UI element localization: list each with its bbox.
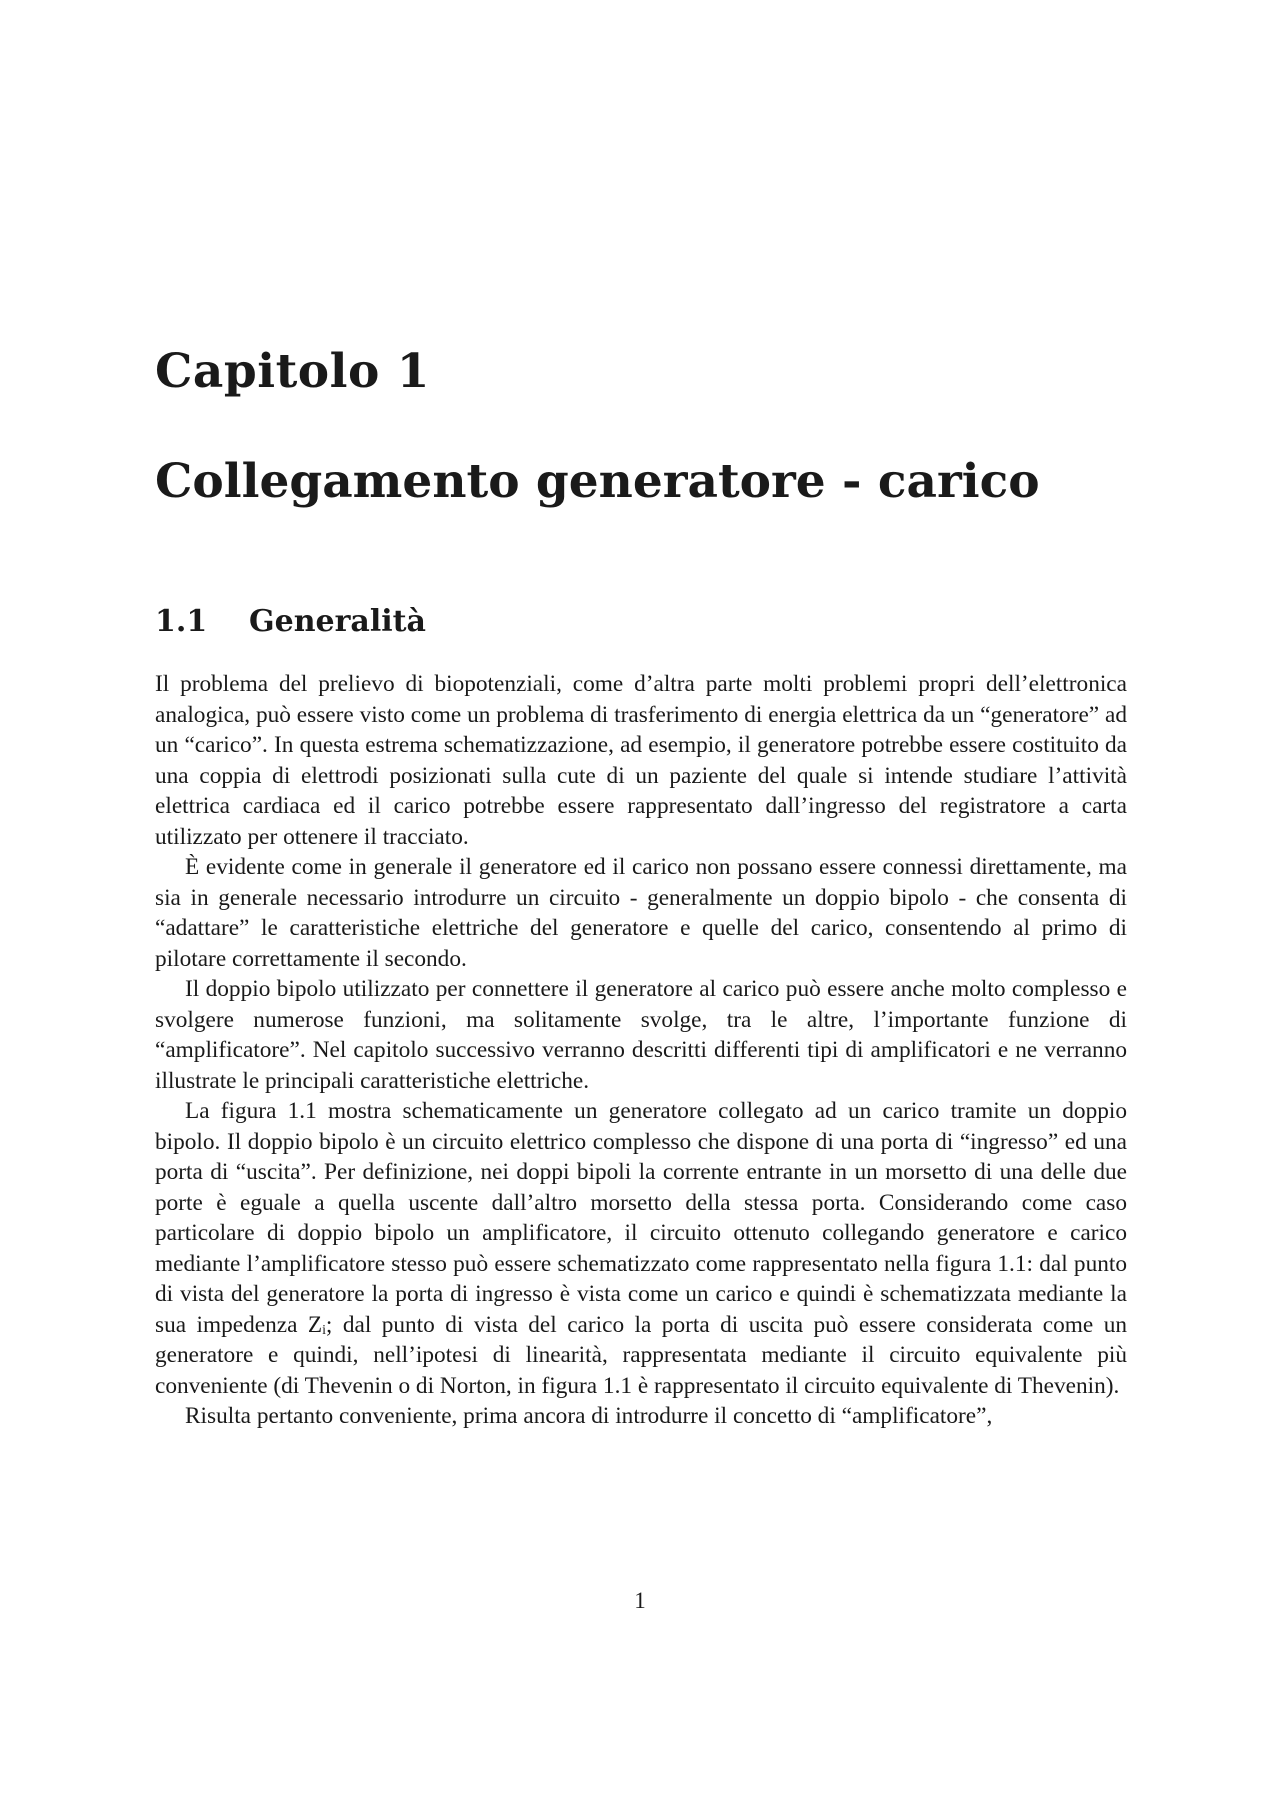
paragraph: È evidente come in generale il generatore ed il carico non possano essere connessi direttamente, ma sia in generale necessario introdurre un circuito - generalmente un doppio bipolo - che consenta di “adattare” le caratteristiche elettriche del generatore e quelle del carico, consentendo al primo di pilotare correttamente il secondo. (155, 854, 1127, 972)
body-text (155, 669, 1127, 1432)
chapter-title: Collegamento generatore - carico (155, 454, 1040, 509)
paragraph: La figura 1.1 mostra schematicamente un generatore collegato ad un carico tramite un doppio bipolo. Il doppio bipolo è un circuito elettrico complesso che dispone di una porta di “ingresso” ed una porta di “uscita”. Per definizione, nei doppi bipoli la corrente entrante in un morsetto di una delle due porte è eguale a quella uscente dall’altro morsetto della stessa porta. Considerando come caso particolare di doppio bipolo un amplificatore, il circuito ottenuto collegando generatore e carico mediante l’amplificatore stesso può essere schematizzato come rappresentato nella figura 1.1: dal punto di vista del generatore la porta di ingresso è vista come un carico e quindi è schematizzata mediante la sua impedenza Zᵢ; dal punto di vista del carico la porta di uscita può essere considerata come un generatore e quindi, nell’ipotesi di linearità, rappresentata mediante il circuito equivalente più conveniente (di Thevenin o di Norton, in figura 1.1 è rappresentato il circuito equivalente di Thevenin). (155, 1098, 1127, 1399)
section-heading (155, 604, 426, 639)
section-number: 1.1 (155, 604, 208, 639)
section-title: Generalità (249, 604, 426, 639)
page-number: 1 (634, 1588, 646, 1613)
chapter-label: Capitolo 1 (155, 344, 430, 399)
paragraph: Risulta pertanto conveniente, prima ancora di introdurre il concetto di “amplificatore”, (185, 1403, 993, 1429)
paragraph: Il problema del prelievo di biopotenziali, come d’altra parte molti problemi propri dell’elettronica analogica, può essere visto come un problema di trasferimento di energia elettrica da un “generatore” ad un “carico”. In questa estrema schematizzazione, ad esempio, il generatore potrebbe essere costituito da una coppia di elettrodi posizionati sulla cute di un paziente del quale si intende studiare l’attività elettrica cardiaca ed il carico potrebbe essere rappresentato dall’ingresso del registratore a carta utilizzato per ottenere il tracciato. (155, 671, 1127, 850)
paragraph: Il doppio bipolo utilizzato per connettere il generatore al carico può essere anche molto complesso e svolgere numerose funzioni, ma solitamente svolge, tra le altre, l’importante funzione di “amplificatore”. Nel capitolo successivo verranno descritti differenti tipi di amplificatori e ne verranno illustrate le principali caratteristiche elettriche. (155, 976, 1127, 1094)
